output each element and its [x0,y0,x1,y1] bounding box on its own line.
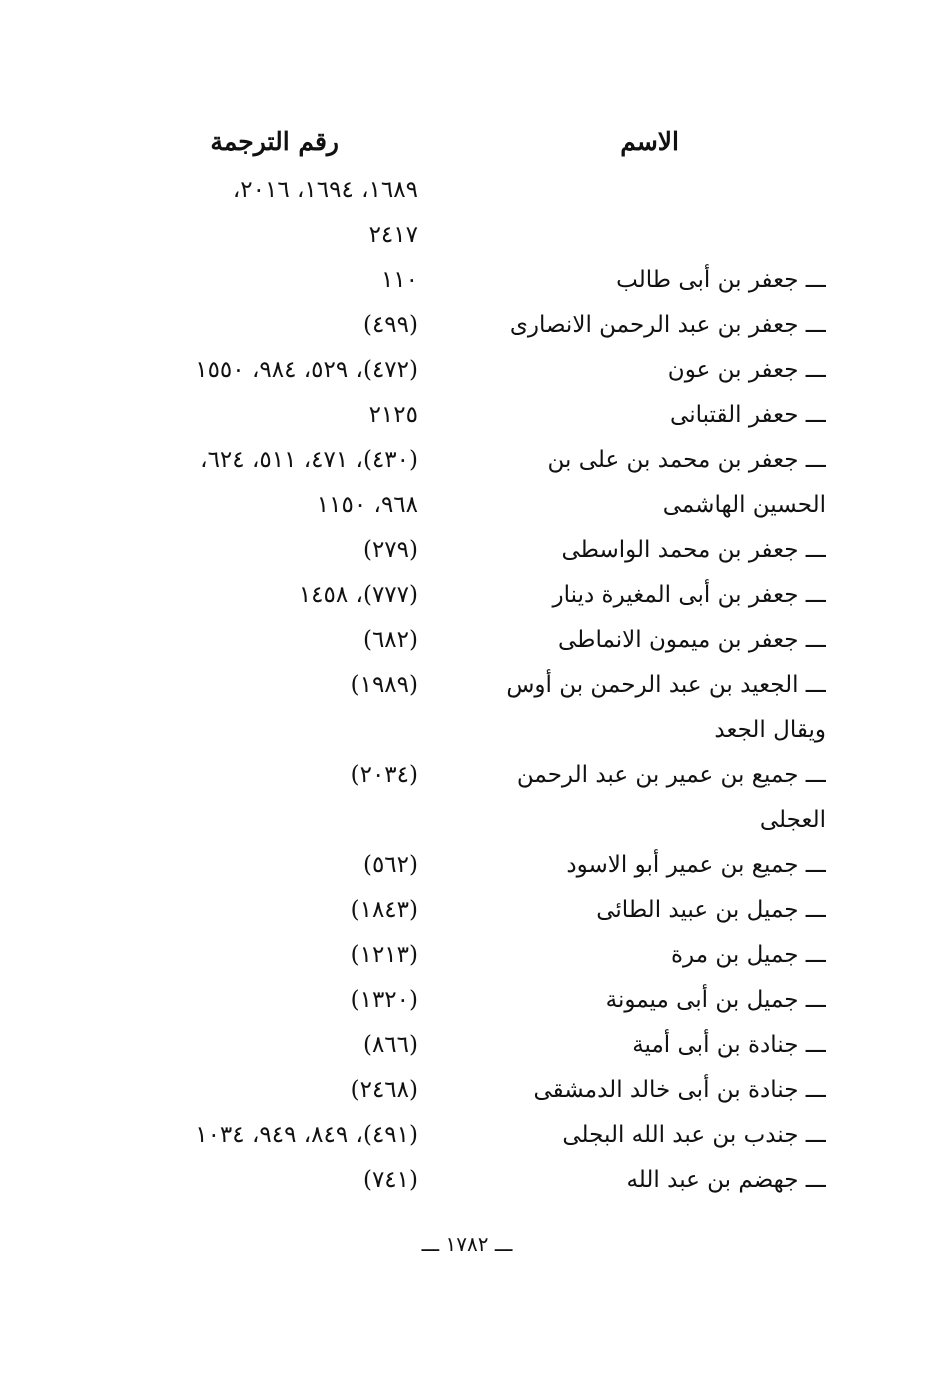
index-row [0,1068,934,1113]
index-row [0,978,934,1023]
entry-numbers: (٦٨٢) [362,627,418,653]
entry-numbers: (٤٩٩) [362,312,418,338]
index-row [0,1158,934,1203]
entry-name: ـــ جندب بن عبد الله البجلى [562,1122,826,1148]
index-row [0,393,934,438]
entry-numbers: (٨٦٦) [362,1032,418,1058]
entry-name: ـــ جنادة بن أبى أمية [632,1032,826,1058]
entry-name: العجلى [759,807,826,833]
index-row [0,213,934,258]
entry-numbers: ٩٦٨، ١١٥٠ [316,492,418,518]
entry-name: ـــ جنادة بن أبى خالد الدمشقى [533,1077,826,1103]
entry-name: ـــ حعفر القتبانى [670,402,826,428]
entry-numbers: (١٨٤٣) [350,897,418,923]
index-row [0,168,934,213]
index-row [0,483,934,528]
index-entries [0,168,934,1203]
entry-name: ـــ جعفر بن أبى طالب [616,267,826,293]
entry-numbers: (٢٠٣٤) [350,762,418,788]
entry-name: ـــ جميع بن عمير أبو الاسود [566,852,826,878]
entry-name: ـــ جميل بن أبى ميمونة [605,987,826,1013]
index-row [0,303,934,348]
index-row [0,528,934,573]
index-row [0,708,934,753]
index-row [0,618,934,663]
page-number: ـــ ١٧٨٢ ـــ [421,1232,513,1256]
entry-numbers: (٧٤١) [362,1167,418,1193]
entry-numbers: ١١٠ [380,267,418,293]
entry-numbers: (٧٧٧)، ١٤٥٨ [298,582,418,608]
entry-numbers: (١٣٢٠) [350,987,418,1013]
index-row [0,258,934,303]
entry-numbers: (٤٣٠)، ٤٧١، ٥١١، ٦٢٤، [200,447,418,473]
entry-name: ـــ جميل بن مرة [671,942,826,968]
entry-numbers: ٢٤١٧ [368,222,418,248]
entry-name: ويقال الجعد [714,717,826,743]
index-row [0,798,934,843]
index-row [0,933,934,978]
entry-name: ـــ جعفر بن ميمون الانماطى [557,627,826,653]
entry-name: ـــ جميع بن عمير بن عبد الرحمن [516,762,826,788]
entry-numbers: (٥٦٢) [362,852,418,878]
entry-name: ـــ جميل بن عبيد الطائى [596,897,826,923]
entry-numbers: (١٢١٣) [350,942,418,968]
entry-name: ـــ جعفر بن عون [667,357,826,383]
entry-numbers: ١٦٨٩، ١٦٩٤، ٢٠١٦، [232,177,418,203]
index-row [0,888,934,933]
entry-name: ـــ جعفر بن عبد الرحمن الانصارى [509,312,826,338]
index-row [0,573,934,618]
index-row [0,348,934,393]
index-row [0,753,934,798]
entry-name: الحسين الهاشمى [662,492,826,518]
entry-numbers: ٢١٢٥ [368,402,418,428]
column-header-entry-number: رقم الترجمة [210,127,339,156]
entry-name: ـــ جعفر بن محمد الواسطى [561,537,826,563]
index-row [0,663,934,708]
entry-numbers: (١٩٨٩) [350,672,418,698]
entry-numbers: (٤٧٢)، ٥٢٩، ٩٨٤، ١٥٥٠ [195,357,418,383]
index-row [0,1023,934,1068]
index-row [0,1113,934,1158]
index-row [0,843,934,888]
entry-name: ـــ جهضم بن عبد الله [626,1167,826,1193]
entry-name: ـــ جعفر بن محمد بن على بن [547,447,826,473]
entry-numbers: (٢٤٦٨) [350,1077,418,1103]
column-header-name: الاسم [620,127,679,156]
index-row [0,438,934,483]
entry-name: ـــ الجعيد بن عبد الرحمن بن أوس [506,672,826,698]
entry-name: ـــ جعفر بن أبى المغيرة دينار [552,582,826,608]
entry-numbers: (٢٧٩) [362,537,418,563]
entry-numbers: (٤٩١)، ٨٤٩، ٩٤٩، ١٠٣٤ [195,1122,418,1148]
